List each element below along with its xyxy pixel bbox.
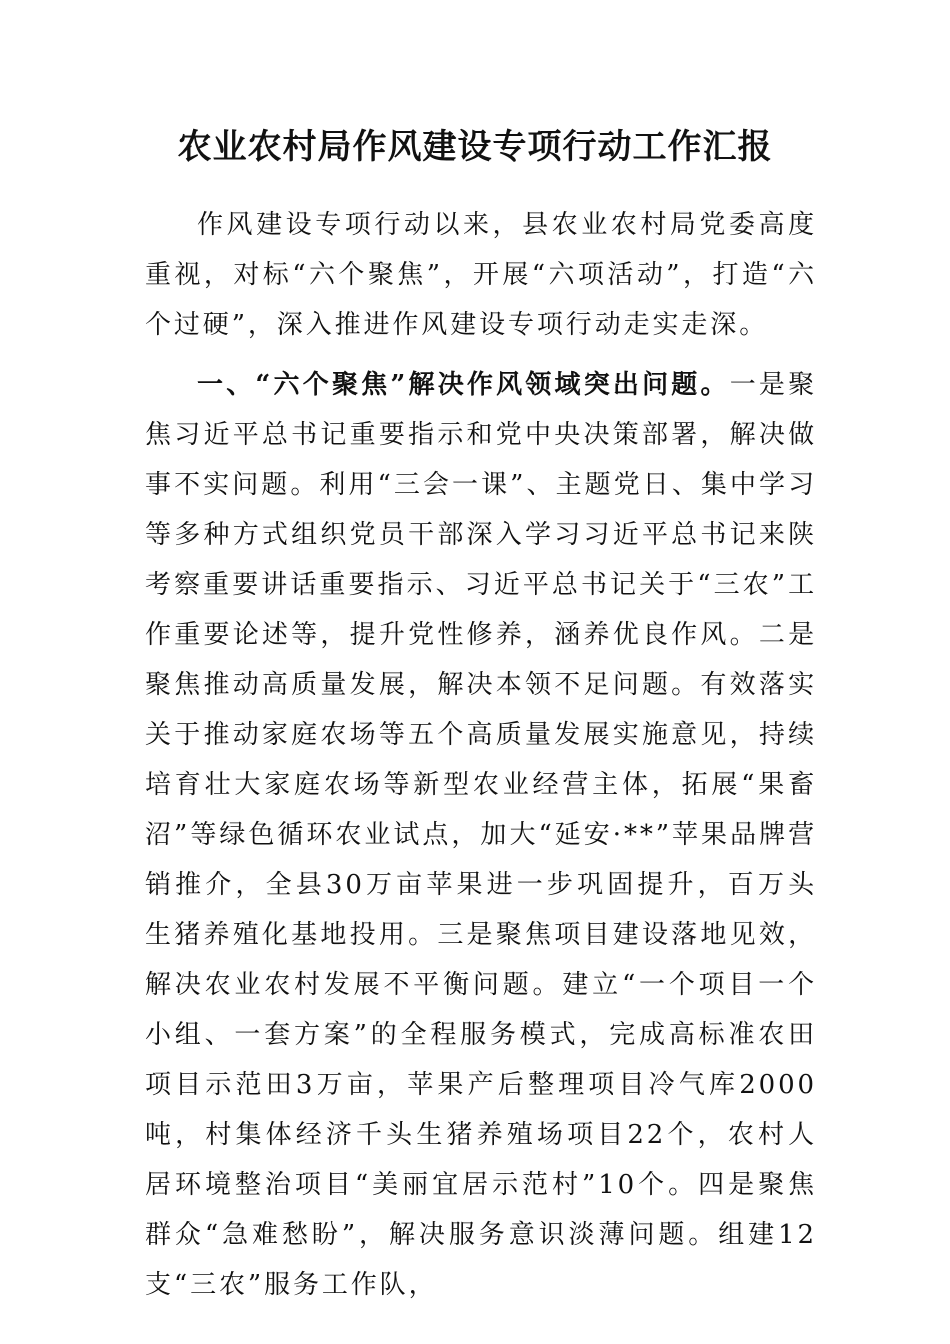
intro-paragraph: 作风建设专项行动以来，县农业农村局党委高度重视，对标“六个聚焦”，开展“六项活动”，打造“六个过硬”，深入推进作风建设专项行动走实走深。 xyxy=(145,210,817,340)
section-1-block xyxy=(145,360,817,1310)
section-1-body: 一是聚焦习近平总书记重要指示和党中央决策部署，解决做事不实问题。利用“三会一课”、主题党日、集中学习等多种方式组织党员干部深入学习习近平总书记来陕考察重要讲话重要指示、习近平总书记关于“三农”工作重要论述等，提升党性修养，涵养优良作风。二是聚焦推动高质量发展，解决本领不足问题。有效落实关于推动家庭农场等五个高质量发展实施意见，持续培育壮大家庭农场等新型农业经营主体，拓展“果畜沼”等绿色循环农业试点，加大“延安·**”苹果品牌营销推介，全县30万亩苹果进一步巩固提升，百万头生猪养殖化基地投用。三是聚焦项目建设落地见效，解决农业农村发展不平衡问题。建立“一个项目一个小组、一套方案”的全程服务模式，完成高标准农田项目示范田3万亩，苹果产后整理项目冷气库2000吨，村集体经济千头生猪养殖场项目22个，农村人居环境整治项目“美丽宜居示范村”10个。四是聚焦群众“急难愁盼”，解决服务意识淡薄问题。组建12支“三农”服务工作队， xyxy=(145,370,818,1300)
document-title: 农业农村局作风建设专项行动工作汇报 xyxy=(177,127,773,167)
section-1-paragraph xyxy=(145,360,817,1310)
section-1-heading: 一、“六个聚焦”解决作风领域突出问题。 xyxy=(197,370,730,400)
intro-block xyxy=(145,200,817,350)
